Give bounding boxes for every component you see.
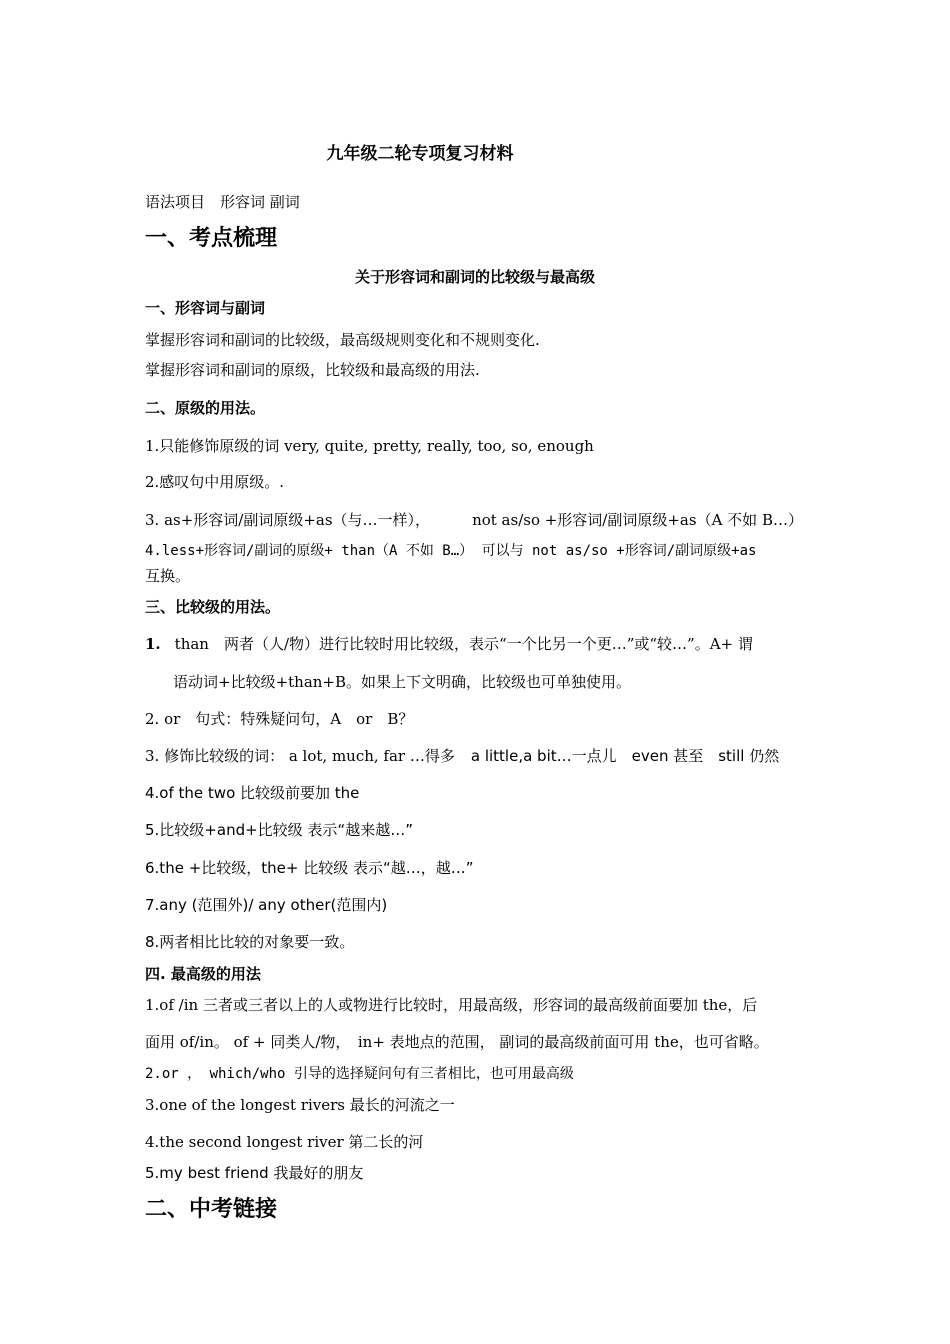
- part3-item-1-number: 1.: [145, 635, 161, 653]
- part1-line-1: 掌握形容词和副词的比较级，最高级规则变化和不规则变化.: [145, 331, 540, 349]
- part2-item-4-line2: 互换。: [145, 567, 191, 585]
- section-heading-2: 二、中考链接: [145, 1197, 278, 1222]
- part3-item-2: 2. or 句式：特殊疑问句，A or B？: [145, 710, 414, 728]
- part3-item-4: 4.of the two 比较级前要加 the: [145, 784, 360, 802]
- part4-item-3: 3.one of the longest rivers 最长的河流之一: [145, 1096, 455, 1114]
- document-title: 九年级二轮专项复习材料: [326, 144, 514, 164]
- part3-item-7: 7.any (范围外)/ any other(范围内): [145, 896, 388, 914]
- part4-item-1-line2: 面用 of/in。 of + 同类人/物， in+ 表地点的范围， 副词的最高级前面可用 the，也可省略。: [145, 1033, 769, 1051]
- part3-item-3: [145, 746, 779, 766]
- part1-heading: 一、形容词与副词: [145, 299, 266, 317]
- part3-item-1-line2: 语动词+比较级+than+B。如果上下文明确，比较级也可单独使用。: [173, 673, 632, 691]
- part4-heading: 四. 最高级的用法: [145, 965, 261, 983]
- part2-item-1: 1.只能修饰原级的词 very, quite, pretty, really, too, so, enough: [145, 437, 594, 455]
- part2-item-3-a: 3. as+形容词/副词原级+as（与…一样），: [145, 511, 431, 529]
- topic-heading: 关于形容词和副词的比较级与最高级: [354, 268, 595, 286]
- part3-heading: 三、比较级的用法。: [145, 598, 281, 616]
- part2-heading: 二、原级的用法。: [145, 399, 266, 417]
- part3-item-6: 6.the +比较级，the+ 比较级 表示“越…，越…”: [145, 859, 474, 877]
- part2-item-3-b: not as/so +形容词/副词原级+as（A 不如 B…）: [472, 511, 803, 529]
- part2-item-4-line1: 4.less+形容词/副词的原级+ than（A 不如 B…） 可以与 not as/so +形容词/副词原级+as: [145, 543, 757, 559]
- section-heading-1: 一、考点梳理: [145, 226, 278, 251]
- part4-item-2: 2.or ， which/who 引导的选择疑问句有三者相比，也可用最高级: [145, 1066, 574, 1082]
- part1-line-2: 掌握形容词和副词的原级，比较级和最高级的用法.: [145, 361, 480, 379]
- part4-item-5: 5.my best friend 我最好的朋友: [145, 1164, 364, 1182]
- part2-item-3: [145, 510, 803, 530]
- part3-item-3-b: a little,a bit…一点儿 even 甚至 still 仍然: [470, 747, 780, 765]
- subject-line: 语法项目 形容词 副词: [145, 193, 300, 211]
- part3-item-8: 8.两者相比比较的对象要一致。: [145, 933, 355, 951]
- part3-item-5: 5.比较级+and+比较级 表示“越来越…”: [145, 821, 413, 839]
- part3-item-1-line1: [145, 634, 753, 654]
- part3-item-3-a: 3. 修饰比较级的词： a lot, much, far …得多: [145, 747, 455, 765]
- part3-item-1-text: than 两者（人/物）进行比较时用比较级，表示“一个比另一个更…”或“较…”。A+ 谓: [174, 635, 753, 653]
- part4-item-4: 4.the second longest river 第二长的河: [145, 1133, 424, 1151]
- part4-item-1-line1: 1.of /in 三者或三者以上的人或物进行比较时，用最高级，形容词的最高级前面要加 the，后: [145, 996, 758, 1014]
- part2-item-2: 2.感叹句中用原级。.: [145, 473, 285, 491]
